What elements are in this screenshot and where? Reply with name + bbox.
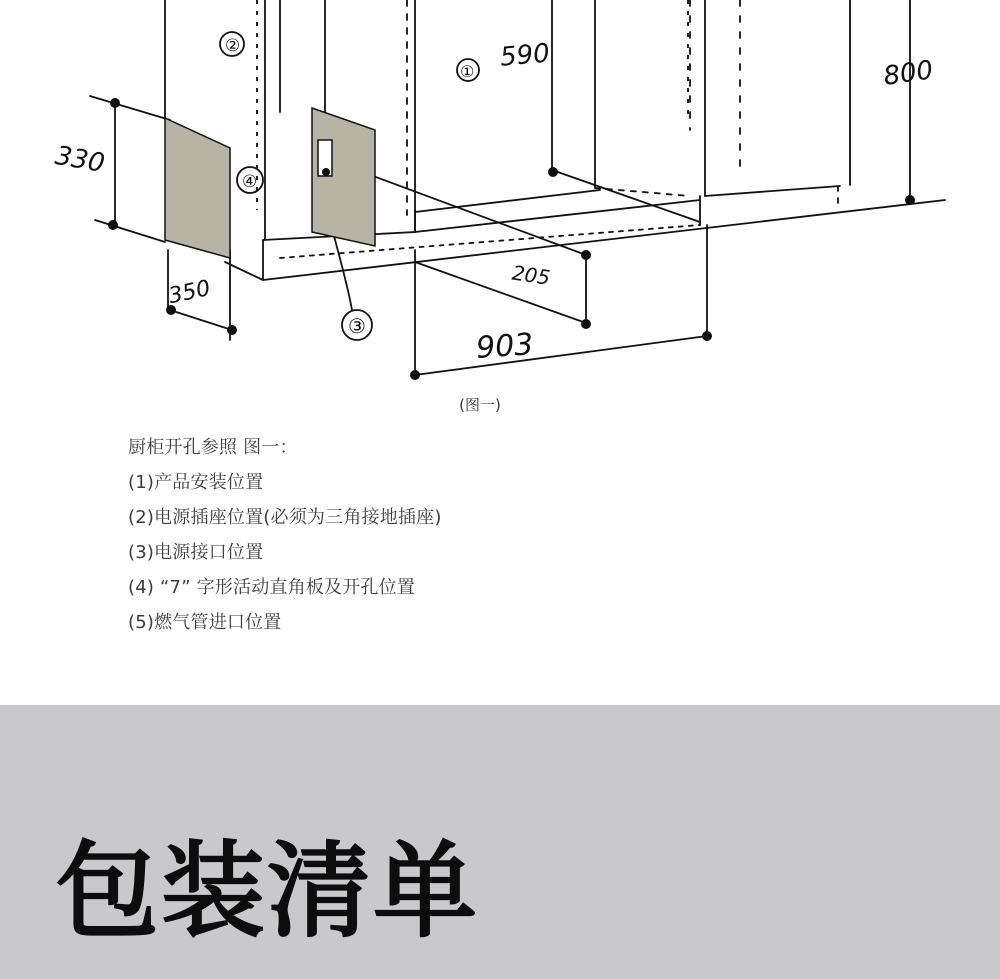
dimension-800: 800 <box>881 55 936 92</box>
dimension-205: 205 <box>510 260 552 290</box>
notes-heading: 厨柜开孔参照 图一： <box>128 437 298 458</box>
note-item: (1)产品安装位置 <box>128 472 264 493</box>
note-item: (3)电源接口位置 <box>128 542 264 563</box>
marker-1: ① <box>460 62 475 81</box>
section-title: 包装清单 <box>55 830 480 952</box>
dimension-903: 903 <box>474 327 535 366</box>
note-item: (5)燃气管进口位置 <box>128 612 282 633</box>
dimension-590: 590 <box>498 38 551 73</box>
marker-2: ② <box>225 36 241 56</box>
dimension-350: 350 <box>166 276 213 310</box>
right-shaded-panel <box>312 108 375 246</box>
installation-notes <box>128 430 442 640</box>
marker-3: ③ <box>348 314 366 338</box>
dimension-330: 330 <box>52 140 107 180</box>
cabinet-sketch-figure <box>0 0 1000 395</box>
marker-4: ④ <box>242 172 258 192</box>
left-shaded-panel <box>165 118 230 258</box>
note-item: (2)电源插座位置(必须为三角接地插座) <box>128 507 442 528</box>
note-item: (4) “7” 字形活动直角板及开孔位置 <box>128 577 416 598</box>
figure-caption: (图一) <box>459 396 501 414</box>
packing-list-section <box>0 705 1000 979</box>
